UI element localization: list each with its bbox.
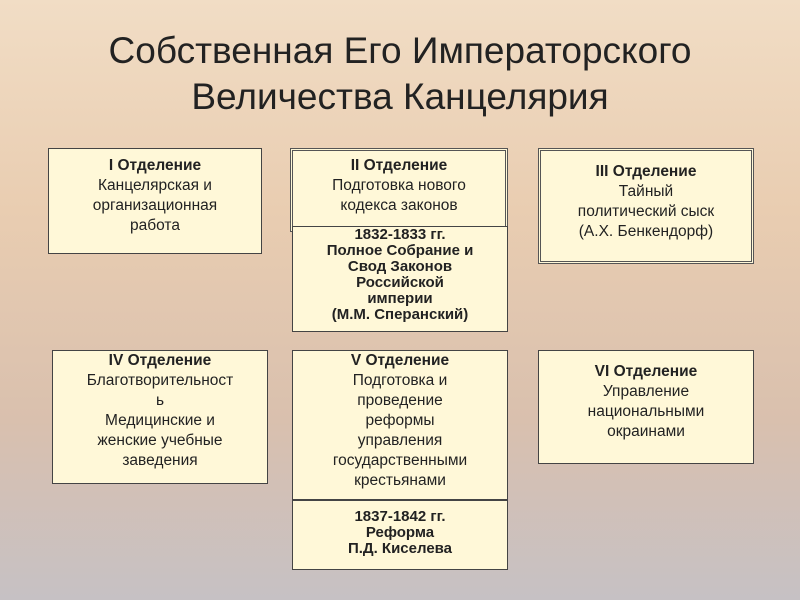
section-1-box [48, 148, 262, 254]
section-2-detail-box [292, 226, 508, 332]
section-6-box [538, 350, 754, 464]
section-1-heading: I Отделение [108, 157, 202, 174]
section-4-text: Благотворительност ь Медицинские и женские учебные заведения [86, 372, 234, 469]
section-6-text: Управление национальными окраинами [587, 383, 705, 440]
section-5-box [292, 350, 508, 500]
section-2-box [290, 148, 508, 232]
section-1-text: Канцелярская и организационная работа [92, 177, 218, 234]
section-6-heading: VI Отделение [594, 363, 698, 380]
title-line-2: Величества Канцелярия [191, 76, 609, 117]
section-5-detail-box [292, 500, 508, 570]
section-3-heading: III Отделение [595, 163, 697, 180]
section-5-heading: V Отделение [350, 352, 450, 369]
section-4-box [52, 350, 268, 484]
section-2-heading: II Отделение [350, 157, 448, 174]
title-line-1: Собственная Его Императорского [108, 30, 692, 71]
section-3-box [538, 148, 754, 264]
section-2-detail-text: 1832-1833 гг. Полное Собрание и Свод Законов Российской империи (М.М. Сперанский) [326, 226, 474, 323]
section-5-text: Подготовка и проведение реформы управления государственными крестьянами [332, 372, 468, 489]
section-2-text: Подготовка нового кодекса законов [332, 177, 466, 214]
section-4-heading: IV Отделение [108, 352, 212, 369]
section-3-text: Тайный политический сыск (А.Х. Бенкендорф) [577, 183, 715, 240]
page-title [0, 28, 800, 120]
section-5-detail-text: 1837-1842 гг. Реформа П.Д. Киселева [347, 508, 453, 557]
